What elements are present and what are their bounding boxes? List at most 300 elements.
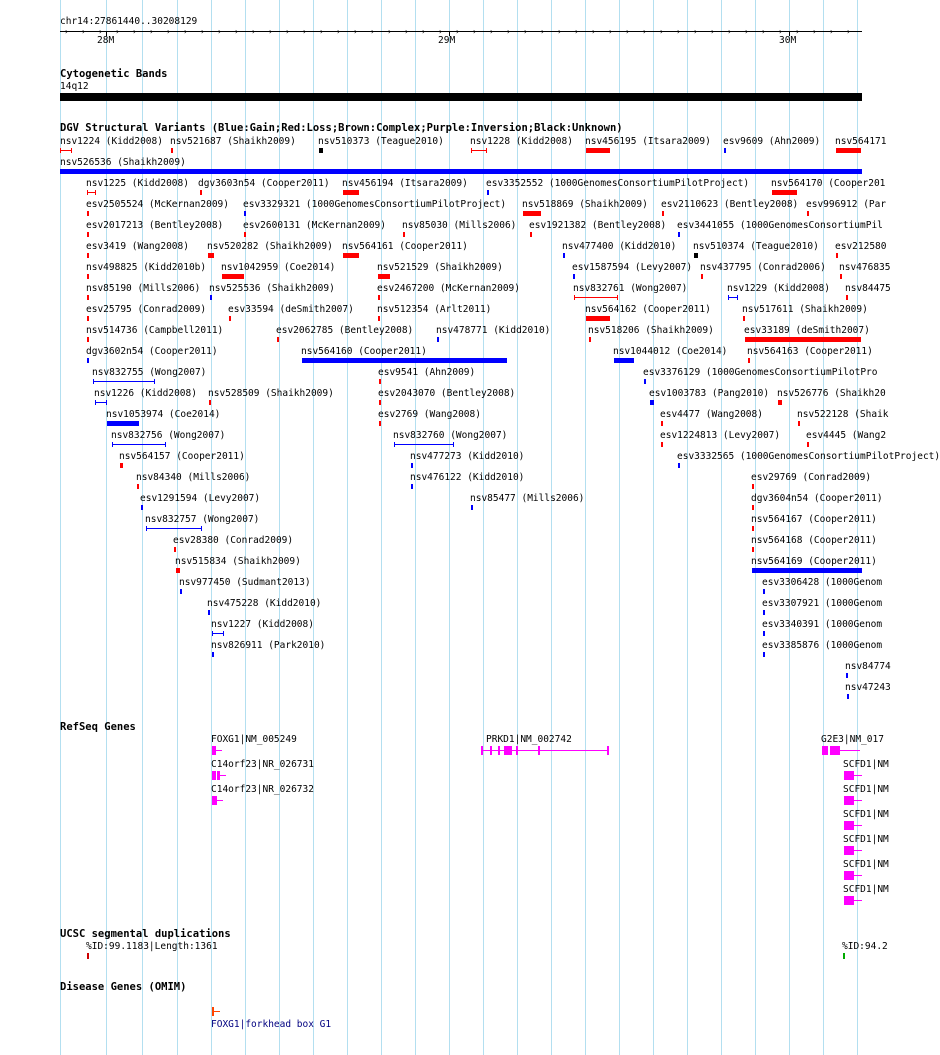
dgv-variant-label[interactable]: esv2017213 (Bentley2008) [86,220,224,231]
dgv-variant-label[interactable]: nsv526776 (Shaikh20 [777,388,886,399]
dgv-variant-bar-end [737,295,738,300]
ruler-arrow: › [489,27,494,36]
dgv-variant-label[interactable]: esv1921382 (Bentley2008) [529,220,667,231]
dgv-variant-bar[interactable] [752,505,754,510]
dgv-variant-label[interactable]: esv3307921 (1000Genom [762,598,883,609]
dgv-variant-label[interactable]: nsv525536 (Shaikh2009) [209,283,335,294]
dgv-variant-label[interactable]: nsv518869 (Shaikh2009) [522,199,648,210]
dgv-variant-label[interactable]: nsv564167 (Cooper2011) [751,514,877,525]
dgv-variant-label[interactable]: nsv564169 (Cooper2011) [751,556,877,567]
dgv-variant-label[interactable]: esv4445 (Wang2 [806,430,887,441]
dgv-variant-bar[interactable] [174,547,176,552]
dgv-variant-bar-end [165,442,166,447]
dgv-variant-bar-end [471,148,472,153]
track-title-dgv[interactable]: DGV Structural Variants (Blue:Gain;Red:Loss;Brown:Complex;Purple:Inversion;Black:Unknown) [60,122,623,134]
ruler-arrow: › [829,27,834,36]
dgv-variant-bar[interactable] [807,442,809,447]
dgv-variant-bar-end [486,148,487,153]
dgv-variant-label[interactable]: nsv456195 (Itsara2009) [585,136,711,147]
dgv-variant-label[interactable]: dgv3604n54 (Cooper2011) [751,493,883,504]
dgv-variant-label[interactable]: nsv84475 [845,283,891,294]
dgv-variant-bar[interactable] [661,442,663,447]
dgv-variant-label[interactable]: nsv564171 [835,136,887,147]
dgv-variant-bar[interactable] [763,652,765,657]
dgv-variant-bar[interactable] [772,190,797,195]
dgv-variant-bar[interactable] [836,148,861,153]
dgv-variant-label[interactable]: nsv84774 [845,661,891,672]
dgv-variant-label[interactable]: nsv1229 (Kidd2008) [727,283,830,294]
gene-intron [481,750,609,751]
dgv-variant-bar[interactable] [403,232,405,237]
dgv-variant-bar[interactable] [763,610,765,615]
dgv-variant-bar-end [212,631,213,636]
dgv-variant-label[interactable]: nsv518206 (Shaikh2009) [588,325,714,336]
dgv-variant-bar[interactable] [846,295,848,300]
dgv-variant-bar[interactable] [840,274,842,279]
gene-intron [220,775,226,776]
dgv-variant-label[interactable]: nsv498825 (Kidd2010b) [86,262,207,273]
gene-exon[interactable] [481,746,483,755]
gene-label[interactable]: G2E3|NM_017 [821,734,884,745]
dgv-variant-bar[interactable] [87,316,89,321]
segdup-bar[interactable] [843,953,845,959]
grid-line [823,0,824,1055]
ruler-arrow: › [200,27,205,36]
dgv-variant-bar[interactable] [778,400,782,405]
dgv-variant-bar[interactable] [87,274,89,279]
dgv-variant-label[interactable]: nsv564163 (Cooper2011) [747,346,873,357]
dgv-variant-label[interactable]: nsv521529 (Shaikh2009) [377,262,503,273]
dgv-variant-label[interactable]: nsv1226 (Kidd2008) [94,388,197,399]
dgv-variant-bar-end [60,148,61,153]
dgv-variant-bar[interactable] [411,463,413,468]
ruler-arrow: › [387,27,392,36]
omim-gene-intron [214,1011,220,1012]
dgv-variant-bar[interactable] [343,253,359,258]
dgv-variant-bar[interactable] [411,484,413,489]
dgv-variant-label[interactable]: esv9541 (Ahn2009) [378,367,476,378]
dgv-variant-bar-end [93,379,94,384]
grid-line [279,0,280,1055]
dgv-variant-label[interactable]: esv2043070 (Bentley2008) [378,388,516,399]
grid-line [211,0,212,1055]
dgv-variant-bar[interactable] [748,358,750,363]
gene-exon[interactable] [830,746,840,755]
dgv-variant-label[interactable]: esv4477 (Wang2008) [660,409,763,420]
dgv-variant-label[interactable]: esv1003783 (Pang2010) [649,388,770,399]
dgv-variant-label[interactable]: nsv526536 (Shaikh2009) [60,157,186,168]
dgv-variant-label[interactable]: nsv85190 (Mills2006) [86,283,201,294]
dgv-variant-label[interactable]: nsv521687 (Shaikh2009) [170,136,296,147]
dgv-variant-bar[interactable] [222,274,244,279]
grid-line [313,0,314,1055]
dgv-variant-bar[interactable] [87,253,89,258]
dgv-variant-bar[interactable] [141,505,143,510]
dgv-variant-label[interactable]: esv996912 (Par [806,199,887,210]
dgv-variant-bar[interactable] [661,421,663,426]
dgv-variant-label[interactable]: nsv517611 (Shaikh2009) [742,304,868,315]
ruler-arrow: › [353,27,358,36]
dgv-variant-bar[interactable] [112,444,166,445]
dgv-variant-bar[interactable] [763,631,765,636]
dgv-variant-label[interactable]: nsv85477 (Mills2006) [470,493,585,504]
dgv-variant-label[interactable]: esv2600131 (McKernan2009) [243,220,386,231]
gene-label[interactable]: SCFD1|NM [843,809,889,820]
grid-line [653,0,654,1055]
gene-exon[interactable] [212,771,216,780]
dgv-variant-bar[interactable] [176,568,180,573]
dgv-variant-label[interactable]: nsv977450 (Sudmant2013) [179,577,311,588]
ruler-arrow: › [523,27,528,36]
dgv-variant-label[interactable]: nsv832755 (Wong2007) [92,367,207,378]
ruler-arrow: › [608,27,613,36]
dgv-variant-bar[interactable] [378,316,380,321]
dgv-variant-bar-end [71,148,72,153]
dgv-variant-label[interactable]: esv212580 [835,241,887,252]
dgv-variant-label[interactable]: nsv826911 (Park2010) [211,640,326,651]
dgv-variant-bar[interactable] [752,526,754,531]
ruler-arrow: › [472,27,477,36]
dgv-variant-bar[interactable] [589,337,591,342]
grid-line [245,0,246,1055]
gene-exon[interactable] [498,746,500,755]
ruler-arrow: › [251,27,256,36]
dgv-variant-label[interactable]: nsv477400 (Kidd2010) [562,241,677,252]
ruler-arrow: › [302,27,307,36]
cytoband-label: 14q12 [60,81,89,92]
ruler-arrow: › [557,27,562,36]
dgv-variant-bar-end [394,442,395,447]
dgv-variant-bar[interactable] [807,211,809,216]
gene-exon[interactable] [844,796,854,805]
dgv-variant-bar[interactable] [724,148,726,153]
dgv-variant-bar[interactable] [752,484,754,489]
gene-intron [854,800,862,801]
dgv-variant-label[interactable]: esv33594 (deSmith2007) [228,304,354,315]
gene-label[interactable]: SCFD1|NM [843,834,889,845]
ruler-arrow: › [778,27,783,36]
dgv-variant-bar[interactable] [87,337,89,342]
dgv-variant-label[interactable]: nsv520282 (Shaikh2009) [207,241,333,252]
dgv-variant-label[interactable]: nsv514736 (Campbell2011) [86,325,224,336]
gene-exon[interactable] [844,871,854,880]
gene-intron [854,825,862,826]
dgv-variant-label[interactable]: esv2505524 (McKernan2009) [86,199,229,210]
dgv-variant-bar[interactable] [229,316,231,321]
dgv-variant-bar-end [201,526,202,531]
dgv-variant-bar[interactable] [471,505,473,510]
dgv-variant-bar[interactable] [60,169,862,174]
dgv-variant-label[interactable]: nsv515834 (Shaikh2009) [175,556,301,567]
grid-line [551,0,552,1055]
dgv-variant-label[interactable]: nsv437795 (Conrad2006) [700,262,826,273]
dgv-variant-bar[interactable] [644,379,646,384]
dgv-variant-bar[interactable] [120,463,123,468]
dgv-variant-bar[interactable] [87,358,89,363]
dgv-variant-bar[interactable] [319,148,323,153]
dgv-variant-bar[interactable] [93,381,155,382]
dgv-variant-bar[interactable] [563,253,565,258]
dgv-variant-bar[interactable] [745,337,861,342]
dgv-variant-bar[interactable] [394,444,454,445]
ruler-arrow: › [438,27,443,36]
dgv-variant-label[interactable]: nsv564160 (Cooper2011) [301,346,427,357]
dgv-variant-label[interactable]: nsv476835 [839,262,891,273]
dgv-variant-bar[interactable] [212,652,214,657]
gene-label[interactable]: PRKD1|NM_002742 [486,734,572,745]
dgv-variant-bar[interactable] [200,190,202,195]
gene-exon[interactable] [504,746,512,755]
ruler-arrow: › [404,27,409,36]
dgv-variant-bar[interactable] [378,274,390,279]
dgv-variant-label[interactable]: nsv564168 (Cooper2011) [751,535,877,546]
dgv-variant-bar[interactable] [277,337,279,342]
dgv-variant-label[interactable]: dgv3602n54 (Cooper2011) [86,346,218,357]
dgv-variant-bar-end [95,400,96,405]
dgv-variant-bar[interactable] [586,148,610,153]
dgv-variant-label[interactable]: esv3329321 (1000GenomesConsortiumPilotProject) [243,199,507,210]
dgv-variant-bar[interactable] [379,400,381,405]
gene-label[interactable]: C14orf23|NR_026731 [211,759,314,770]
dgv-variant-bar[interactable] [678,232,680,237]
segdup-label[interactable]: %ID:99.1183|Length:1361 [86,941,218,952]
ruler-arrow: › [676,27,681,36]
grid-line [347,0,348,1055]
dgv-variant-bar[interactable] [87,295,89,300]
gene-exon[interactable] [844,771,854,780]
dgv-variant-label[interactable]: nsv528509 (Shaikh2009) [208,388,334,399]
dgv-variant-bar-end [728,295,729,300]
dgv-variant-label[interactable]: nsv456194 (Itsara2009) [342,178,468,189]
dgv-variant-label[interactable]: nsv47243 [845,682,891,693]
grid-line [415,0,416,1055]
dgv-variant-label[interactable]: nsv1227 (Kidd2008) [211,619,314,630]
ruler-arrow: › [217,27,222,36]
dgv-variant-label[interactable]: esv3441055 (1000GenomesConsortiumPil [677,220,883,231]
dgv-variant-label[interactable]: esv25795 (Conrad2009) [86,304,207,315]
dgv-variant-bar[interactable] [574,297,618,298]
gene-exon[interactable] [490,746,492,755]
ruler-arrow: › [693,27,698,36]
dgv-variant-label[interactable]: nsv510373 (Teague2010) [318,136,444,147]
dgv-variant-bar[interactable] [487,190,489,195]
dgv-variant-label[interactable]: nsv512354 (Arlt2011) [377,304,492,315]
ruler-arrow: › [370,27,375,36]
dgv-variant-bar[interactable] [798,421,800,426]
dgv-variant-bar-end [95,190,96,195]
dgv-variant-bar[interactable] [836,253,838,258]
dgv-variant-label[interactable]: esv3385876 (1000Genom [762,640,883,651]
dgv-variant-label[interactable]: dgv3603n54 (Cooper2011) [198,178,330,189]
gene-exon[interactable] [538,746,540,755]
gene-label[interactable]: SCFD1|NM [843,884,889,895]
gene-exon[interactable] [844,846,854,855]
dgv-variant-bar[interactable] [208,253,214,258]
gene-exon[interactable] [607,746,609,755]
gene-label[interactable]: SCFD1|NM [843,759,889,770]
gene-intron [216,750,222,751]
segdup-label[interactable]: %ID:94.2 [842,941,888,952]
gene-label[interactable]: SCFD1|NM [843,784,889,795]
grid-line [449,0,450,1055]
dgv-variant-label[interactable]: nsv1044012 (Coe2014) [613,346,728,357]
dgv-variant-bar[interactable] [662,211,664,216]
dgv-variant-bar[interactable] [244,232,246,237]
dgv-variant-label[interactable]: nsv476122 (Kidd2010) [410,472,525,483]
dgv-variant-bar[interactable] [846,673,848,678]
gene-exon[interactable] [516,746,518,755]
dgv-variant-bar-end [106,400,107,405]
segdup-bar[interactable] [87,953,89,959]
dgv-variant-bar[interactable] [209,400,211,405]
grid-line [483,0,484,1055]
gene-label[interactable]: FOXG1|NM_005249 [211,734,297,745]
dgv-variant-bar[interactable] [437,337,439,342]
dgv-variant-bar[interactable] [847,694,849,699]
ruler-arrow: › [727,27,732,36]
dgv-variant-label[interactable]: esv29769 (Conrad2009) [751,472,872,483]
dgv-variant-label[interactable]: esv2062785 (Bentley2008) [276,325,414,336]
dgv-variant-bar[interactable] [210,295,212,300]
dgv-variant-label[interactable]: nsv510374 (Teague2010) [693,241,819,252]
dgv-variant-label[interactable]: esv3376129 (1000GenomesConsortiumPilotPro [643,367,878,378]
grid-line [517,0,518,1055]
dgv-variant-label[interactable]: esv3332565 (1000GenomesConsortiumPilotProject) [677,451,940,462]
dgv-variant-label[interactable]: esv3352552 (1000GenomesConsortiumPilotProject) [486,178,750,189]
dgv-variant-label[interactable]: nsv84340 (Mills2006) [136,472,251,483]
dgv-variant-label[interactable]: esv1587594 (Levy2007) [572,262,693,273]
ruler-arrow: › [846,27,851,36]
dgv-variant-label[interactable]: nsv85030 (Mills2006) [402,220,517,231]
dgv-variant-label[interactable]: esv2110623 (Bentley2008) [661,199,799,210]
dgv-variant-bar-end [223,631,224,636]
dgv-variant-label[interactable]: nsv1228 (Kidd2008) [470,136,573,147]
ruler-arrow: › [98,27,103,36]
omim-gene-label[interactable]: FOXG1|forkhead box G1 [211,1019,332,1030]
track-title-cytoband[interactable]: Cytogenetic Bands [60,68,168,80]
gene-exon[interactable] [844,821,854,830]
gene-label[interactable]: SCFD1|NM [843,859,889,870]
gene-exon[interactable] [844,896,854,905]
grid-line [585,0,586,1055]
dgv-variant-bar[interactable] [763,589,765,594]
dgv-variant-bar[interactable] [343,190,359,195]
dgv-variant-label[interactable]: esv33189 (deSmith2007) [744,325,870,336]
ruler-arrow: › [64,27,69,36]
dgv-variant-bar-end [112,442,113,447]
dgv-variant-bar[interactable] [146,528,202,529]
dgv-variant-bar[interactable] [694,253,698,258]
ruler-tick-28m: 28M [97,35,115,46]
ruler-arrow: › [115,27,120,36]
cytoband-bar[interactable] [60,93,862,101]
dgv-variant-label[interactable]: nsv564157 (Cooper2011) [119,451,245,462]
dgv-variant-bar[interactable] [208,610,210,615]
dgv-variant-label[interactable]: esv2467200 (McKernan2009) [377,283,520,294]
dgv-variant-label[interactable]: nsv1224 (Kidd2008) [60,136,163,147]
dgv-variant-bar[interactable] [530,232,532,237]
dgv-variant-label[interactable]: nsv564162 (Cooper2011) [585,304,711,315]
grid-line [619,0,620,1055]
dgv-variant-bar[interactable] [586,316,610,321]
ruler-arrow: › [183,27,188,36]
dgv-variant-label[interactable]: esv1291594 (Levy2007) [140,493,261,504]
dgv-variant-label[interactable]: esv2769 (Wang2008) [378,409,481,420]
dgv-variant-bar[interactable] [650,400,654,405]
dgv-variant-bar[interactable] [573,274,575,279]
dgv-variant-label[interactable]: nsv1053974 (Coe2014) [106,409,221,420]
dgv-variant-bar[interactable] [379,421,381,426]
dgv-variant-label[interactable]: nsv564161 (Cooper2011) [342,241,468,252]
dgv-variant-label[interactable]: nsv832757 (Wong2007) [145,514,260,525]
dgv-variant-label[interactable]: nsv1225 (Kidd2008) [86,178,189,189]
track-title-omim[interactable]: Disease Genes (OMIM) [60,981,187,993]
dgv-variant-label[interactable]: esv3306428 (1000Genom [762,577,883,588]
dgv-variant-bar[interactable] [180,589,182,594]
track-title-refseq[interactable]: RefSeq Genes [60,721,136,733]
dgv-variant-bar[interactable] [244,211,246,216]
dgv-variant-label[interactable]: nsv477273 (Kidd2010) [410,451,525,462]
ruler-arrow: › [455,27,460,36]
dgv-variant-label[interactable]: nsv832756 (Wong2007) [111,430,226,441]
ruler-arrow: › [149,27,154,36]
dgv-variant-bar[interactable] [379,379,381,384]
dgv-variant-bar[interactable] [752,568,862,573]
dgv-variant-label[interactable]: nsv564170 (Cooper201 [771,178,886,189]
dgv-variant-label[interactable]: nsv475228 (Kidd2010) [207,598,322,609]
dgv-variant-bar[interactable] [752,547,754,552]
dgv-variant-bar[interactable] [107,421,139,426]
grid-line [721,0,722,1055]
dgv-variant-label[interactable]: esv3340391 (1000Genom [762,619,883,630]
dgv-variant-label[interactable]: esv9609 (Ahn2009) [723,136,821,147]
ruler-arrow: › [812,27,817,36]
ruler-arrow: › [132,27,137,36]
ruler-arrow: › [540,27,545,36]
dgv-variant-bar[interactable] [471,150,487,151]
dgv-variant-label[interactable]: nsv832761 (Wong2007) [573,283,688,294]
track-title-segdup[interactable]: UCSC segmental duplications [60,928,231,940]
dgv-variant-bar-end [146,526,147,531]
dgv-variant-bar[interactable] [701,274,703,279]
ruler-arrow: › [642,27,647,36]
gene-exon[interactable] [822,746,828,755]
dgv-variant-bar[interactable] [523,211,541,216]
dgv-variant-bar[interactable] [678,463,680,468]
ruler-arrow: › [795,27,800,36]
ruler-arrow: › [319,27,324,36]
dgv-variant-label[interactable]: nsv832760 (Wong2007) [393,430,508,441]
dgv-variant-label[interactable]: nsv478771 (Kidd2010) [436,325,551,336]
dgv-variant-bar[interactable] [302,358,507,363]
dgv-variant-bar[interactable] [614,358,634,363]
dgv-variant-bar[interactable] [171,148,173,153]
gene-label[interactable]: C14orf23|NR_026732 [211,784,314,795]
dgv-variant-label[interactable]: nsv522128 (Shaik [797,409,889,420]
dgv-variant-bar[interactable] [137,484,139,489]
dgv-variant-bar[interactable] [87,211,89,216]
dgv-variant-bar[interactable] [378,295,380,300]
dgv-variant-label[interactable]: esv28380 (Conrad2009) [173,535,294,546]
dgv-variant-label[interactable]: esv1224813 (Levy2007) [660,430,781,441]
dgv-variant-bar[interactable] [87,232,89,237]
dgv-variant-label[interactable]: esv3419 (Wang2008) [86,241,189,252]
gene-intron [840,750,860,751]
dgv-variant-label[interactable]: nsv1042959 (Coe2014) [221,262,336,273]
ruler-arrow: › [421,27,426,36]
gene-intron [854,775,862,776]
dgv-variant-bar[interactable] [743,316,745,321]
